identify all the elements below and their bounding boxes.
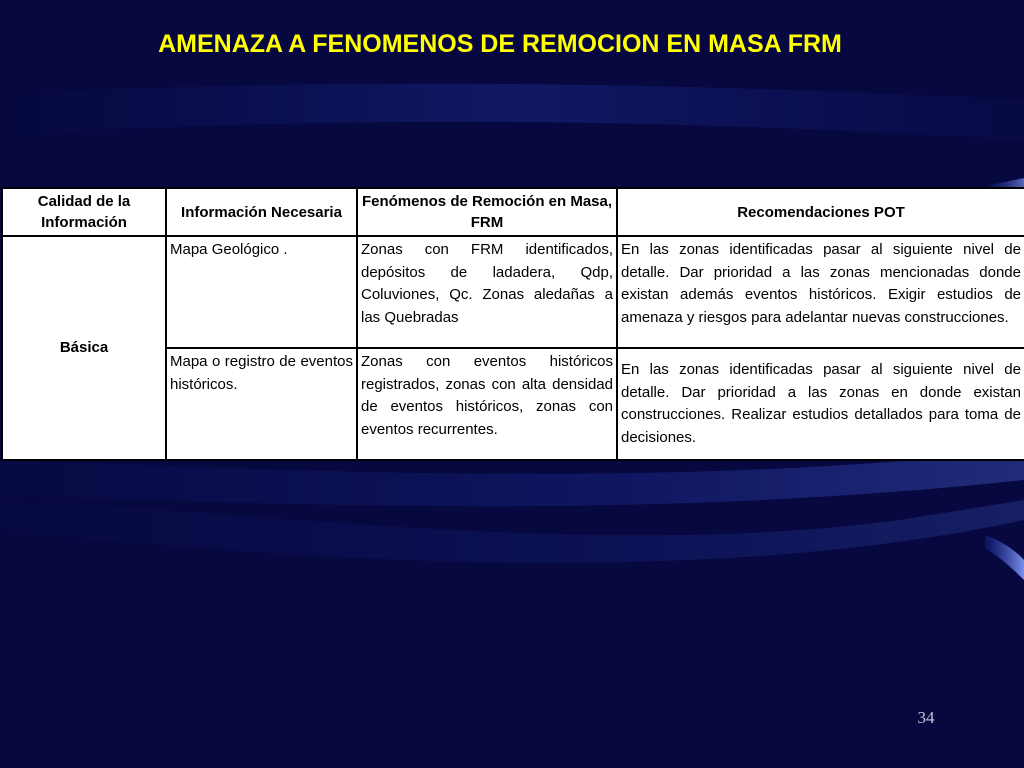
- header-calidad: Calidad de la Información: [2, 188, 166, 236]
- recommendation-cell: En las zonas identificadas pasar al siguiente nivel de detalle. Dar prioridad a las zonas en donde existan construcciones. Realizar estudios detallados para toma de decisiones.: [617, 348, 1024, 460]
- page-number: 34: [917, 708, 935, 727]
- frm-cell: Zonas con eventos históricos registrados, zonas con alta densidad de eventos históricos, zonas con eventos recurrentes.: [357, 348, 617, 460]
- header-frm: Fenómenos de Remoción en Masa, FRM: [357, 188, 617, 236]
- table-row: [2, 236, 1024, 348]
- frm-table: [1, 187, 1024, 461]
- quality-level-cell: Básica: [2, 236, 166, 460]
- header-recomendaciones: Recomendaciones POT: [617, 188, 1024, 236]
- info-cell: Mapa Geológico .: [166, 236, 357, 348]
- header-informacion: Información Necesaria: [166, 188, 357, 236]
- table-header-row: [2, 188, 1024, 236]
- recommendation-cell: En las zonas identificadas pasar al siguiente nivel de detalle. Dar prioridad a las zonas mencionadas donde existan además eventos históricos. Exigir estudios de amenaza y riesgos para adelantar nuevas construcciones.: [617, 236, 1024, 348]
- frm-cell: Zonas con FRM identificados, depósitos de ladadera, Qdp, Coluviones, Qc. Zonas aledañas a las Quebradas: [357, 236, 617, 348]
- info-cell: Mapa o registro de eventos históricos.: [166, 348, 357, 460]
- slide-title: AMENAZA A FENOMENOS DE REMOCION EN MASA FRM: [158, 30, 842, 58]
